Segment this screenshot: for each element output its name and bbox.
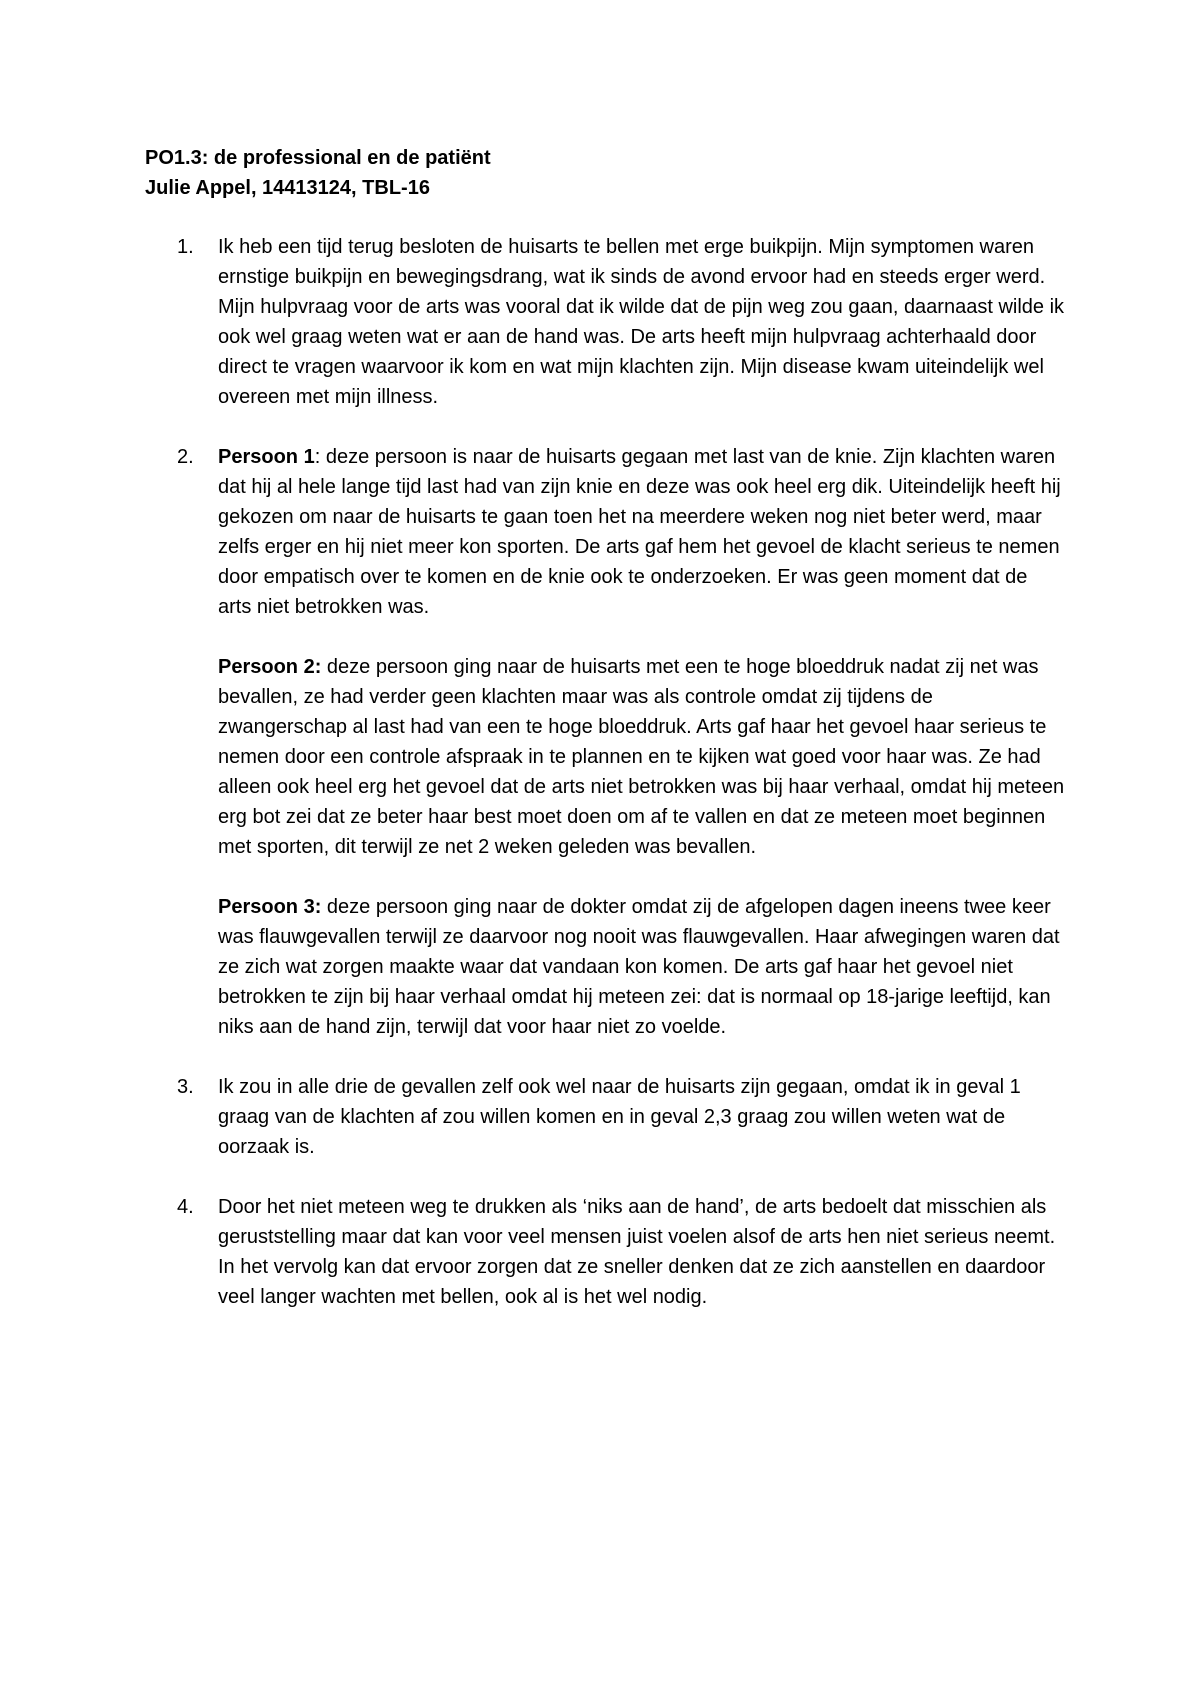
person-1-label: Persoon 1 <box>218 446 315 468</box>
answer-number: 1. <box>177 236 194 258</box>
person-3-label: Persoon 3: <box>218 896 322 918</box>
person-2-paragraph <box>218 652 1065 862</box>
person-1-text: deze persoon is naar de huisarts gegaan met last van de knie. Zijn klachten waren dat hij al hele lange tijd last had van zijn knie en deze was ook heel erg dik. Uiteindelijk heeft hij gekozen om naar de huisarts te gaan toen het na meerdere weken nog niet beter werd, maar zelfs erger en hij niet meer kon sporten. De arts gaf hem het gevoel de klacht serieus te nemen door empatisch over te komen en de knie ook te onderzoeken. Er was geen moment dat de arts niet betrokken was. <box>218 446 1061 618</box>
answer-item-1 <box>145 232 1065 412</box>
answer-item-4 <box>145 1192 1065 1312</box>
document-header <box>145 143 1105 203</box>
answer-number: 3. <box>177 1076 194 1098</box>
document-title: PO1.3: de professional en de patiënt <box>145 147 491 169</box>
answer-text: Ik zou in alle drie de gevallen zelf ook wel naar de huisarts zijn gegaan, omdat ik in geval 1 graag van de klachten af zou willen komen en in geval 2,3 graag zou willen weten wat de oorzaak is. <box>218 1076 1021 1158</box>
person-2-label: Persoon 2: <box>218 656 322 678</box>
person-1-paragraph <box>218 442 1065 622</box>
person-3-paragraph <box>218 892 1065 1042</box>
person-3-text: deze persoon ging naar de dokter omdat zij de afgelopen dagen ineens twee keer was flauwgevallen terwijl ze daarvoor nog nooit was flauwgevallen. Haar afwegingen waren dat ze zich wat zorgen maakte waar dat vandaan kon komen. De arts gaf haar het gevoel niet betrokken te zijn bij haar verhaal omdat hij meteen zei: dat is normaal op 18-jarige leeftijd, kan niks aan de hand zijn, terwijl dat voor haar niet zo voelde. <box>218 896 1060 1038</box>
answer-number: 4. <box>177 1196 194 1218</box>
author-line: Julie Appel, 14413124, TBL-16 <box>145 177 430 199</box>
person-2-text: deze persoon ging naar de huisarts met een te hoge bloeddruk nadat zij net was bevallen, ze had verder geen klachten maar was als controle omdat zij tijdens de zwangerschap al last had van een te hoge bloeddruk. Arts gaf haar het gevoel haar serieus te nemen door een controle afspraak in te plannen en te kijken wat goed voor haar was. Ze had alleen ook heel erg het gevoel dat de arts niet betrokken was bij haar verhaal, omdat hij meteen erg bot zei dat ze beter haar best moet doen om af te vallen en dat ze meteen moet beginnen met sporten, dit terwijl ze net 2 weken geleden was bevallen. <box>218 656 1065 858</box>
answer-list <box>145 232 1065 1342</box>
answer-text: Door het niet meteen weg te drukken als ‘niks aan de hand’, de arts bedoelt dat misschien als geruststelling maar dat kan voor veel mensen juist voelen alsof de arts hen niet serieus neemt. In het vervolg kan dat ervoor zorgen dat ze sneller denken dat ze zich aanstellen en daardoor veel langer wachten met bellen, ook al is het wel nodig. <box>218 1196 1056 1308</box>
answer-number: 2. <box>177 446 194 468</box>
answer-item-3 <box>145 1072 1065 1162</box>
answer-item-2 <box>145 442 1065 1042</box>
person-1-colon: : <box>314 446 321 468</box>
answer-text: Ik heb een tijd terug besloten de huisarts te bellen met erge buikpijn. Mijn symptomen waren ernstige buikpijn en bewegingsdrang, wat ik sinds de avond ervoor had en steeds erger werd. Mijn hulpvraag voor de arts was vooral dat ik wilde dat de pijn weg zou gaan, daarnaast wilde ik ook wel graag weten wat er aan de hand was. De arts heeft mijn hulpvraag achterhaald door direct te vragen waarvoor ik kom en wat mijn klachten zijn. Mijn disease kwam uiteindelijk wel overeen met mijn illness. <box>218 236 1065 408</box>
